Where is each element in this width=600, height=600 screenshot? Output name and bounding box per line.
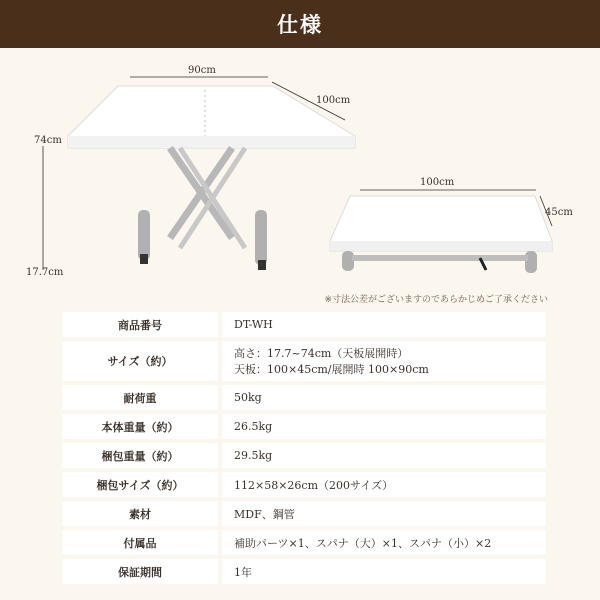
page-title: 仕様 (277, 13, 323, 37)
table-row (62, 312, 546, 337)
spec-label: 耐荷重 (62, 385, 218, 410)
dim-width-90: 90cm (188, 65, 216, 76)
dim-small-depth: 45cm (545, 207, 573, 218)
dim-height-min: 17.7cm (26, 267, 64, 278)
size-top: 天板：100×45cm/展開時 100×90cm (234, 363, 429, 376)
tolerance-note: ※寸法公差がございますのであらかじめご了承ください (324, 295, 548, 305)
spec-label: 梱包重量（約） (62, 443, 218, 468)
table-row (62, 443, 546, 468)
dim-depth-100: 100cm (316, 95, 351, 106)
spec-label: 本体重量（約） (62, 414, 218, 439)
dim-height-max: 74cm (34, 135, 62, 146)
table-row (62, 385, 546, 410)
size-height: 高さ：17.7~74cm（天板展開時） (234, 347, 409, 360)
table-row (62, 414, 546, 439)
spec-value: 29.5kg (218, 443, 546, 468)
table-row (62, 501, 546, 526)
spec-value (218, 341, 546, 381)
spec-value: DT-WH (218, 312, 546, 337)
table-row (62, 472, 546, 497)
page-header (0, 0, 600, 48)
spec-value: 50kg (218, 385, 546, 410)
spec-table (62, 308, 546, 588)
table-row (62, 559, 546, 584)
spec-label: 商品番号 (62, 312, 218, 337)
spec-label: 保証期間 (62, 559, 218, 584)
table-row (62, 341, 546, 381)
spec-value: MDF、鋼管 (218, 501, 546, 526)
spec-value: 112×58×26cm（200サイズ） (218, 472, 546, 497)
spec-value: 1年 (218, 559, 546, 584)
spec-label: 梱包サイズ（約） (62, 472, 218, 497)
spec-value: 補助パーツ×1、スパナ（大）×1、スパナ（小）×2 (218, 530, 546, 555)
spec-label: 付属品 (62, 530, 218, 555)
table-row (62, 530, 546, 555)
spec-label: 素材 (62, 501, 218, 526)
dim-small-width: 100cm (420, 177, 455, 188)
spec-value: 26.5kg (218, 414, 546, 439)
spec-label: サイズ（約） (62, 341, 218, 381)
